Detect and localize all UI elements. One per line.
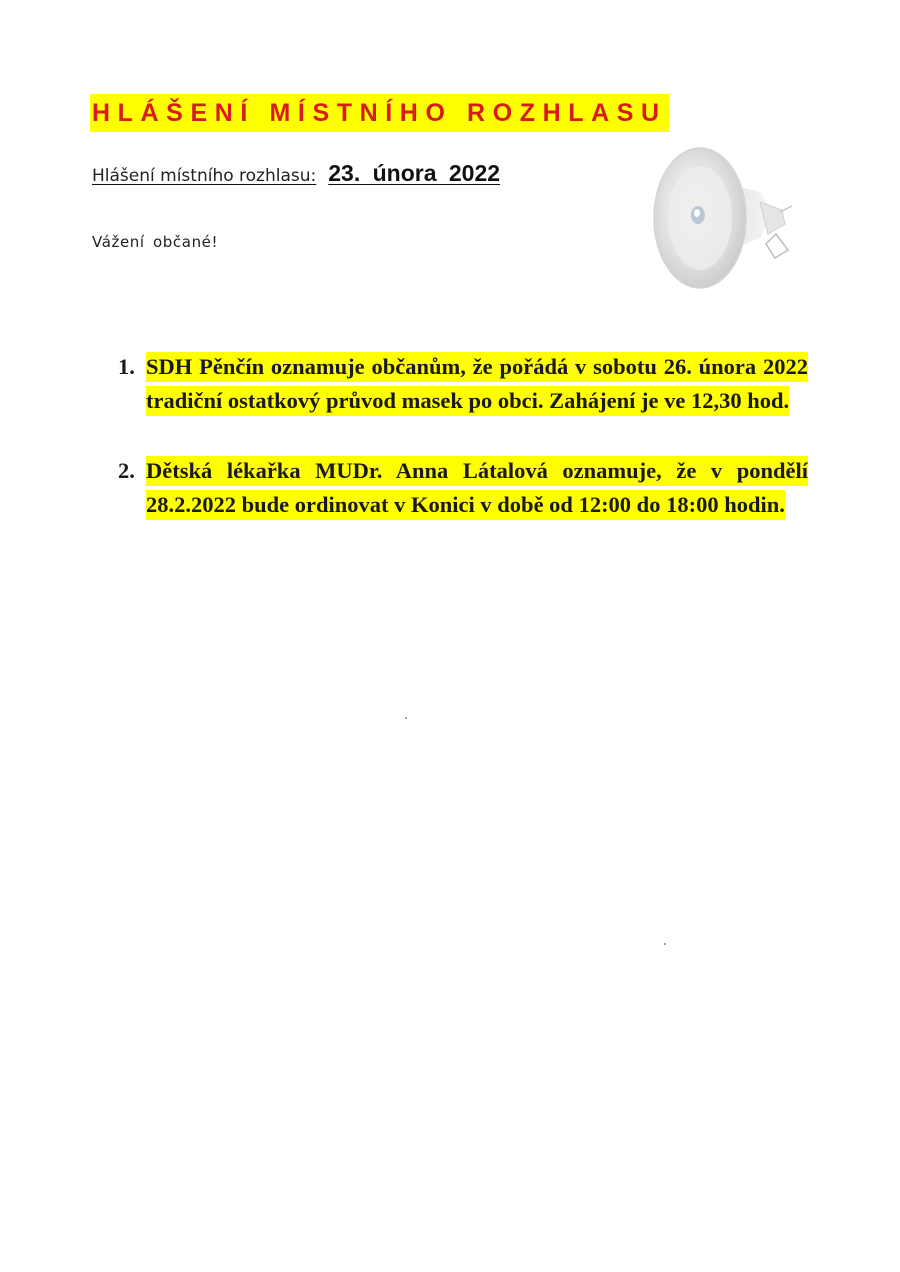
notice-item — [118, 350, 808, 418]
date-label: Hlášení místního rozhlasu: — [92, 166, 317, 186]
notice-list — [118, 350, 808, 558]
notice-number: 1. — [118, 354, 135, 379]
scan-speck — [405, 717, 407, 719]
notice-text: SDH Pěnčín oznamuje občanům, že pořádá v sobotu 26. února 2022 tradiční ostatkový průvod masek po obci. Zahájení je ve 12,30 hod. — [146, 352, 808, 416]
loudspeaker-icon — [640, 140, 810, 310]
notice-item — [118, 454, 808, 522]
page-title: HLÁŠENÍ MÍSTNÍHO ROZHLASU — [90, 94, 669, 132]
notice-number: 2. — [118, 458, 135, 483]
notice-text: Dětská lékařka MUDr. Anna Látalová oznamuje, že v pondělí 28.2.2022 bude ordinovat v Konici v době od 12:00 do 18:00 hodin. — [146, 456, 808, 520]
announcement-date-line — [92, 160, 500, 187]
date-value: 23. února 2022 — [328, 160, 501, 186]
greeting: Vážení občané! — [92, 233, 219, 251]
scan-speck — [664, 943, 666, 945]
